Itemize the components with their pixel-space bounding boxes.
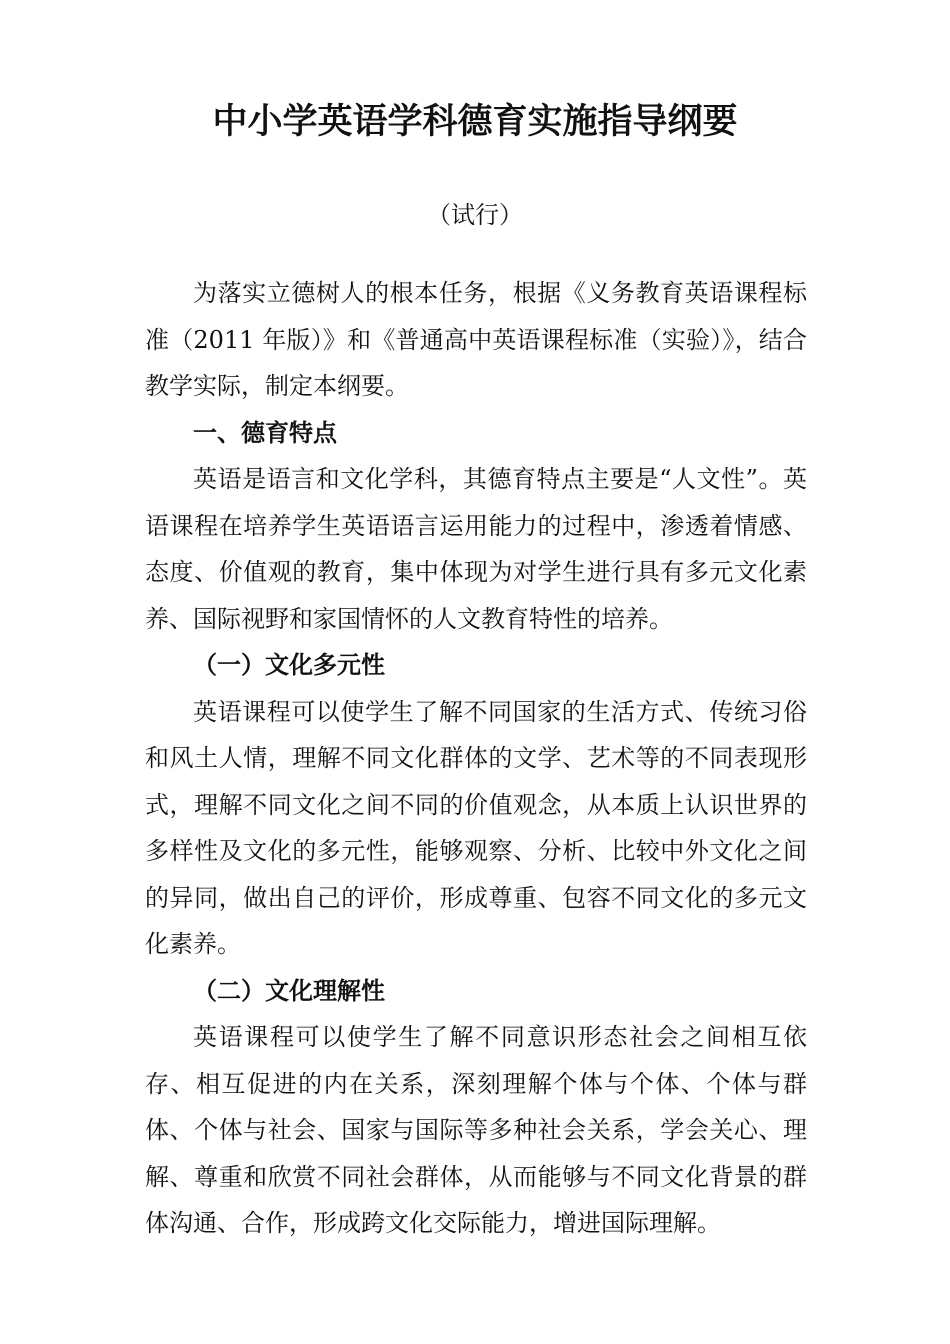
subsection-paragraph-cultural-diversity: 英语课程可以使学生了解不同国家的生活方式、传统习俗和风土人情，理解不同文化群体的文学、艺术等的不同表现形式，理解不同文化之间不同的价值观念，从本质上认识世界的多样性及文化的多元性，能够观察、分析、比较中外文化之间的异同，做出自己的评价，形成尊重、包容不同文化的多元文化素养。 [145, 697, 807, 958]
document-body [145, 270, 807, 1247]
intro-paragraph: 为落实立德树人的根本任务，根据《义务教育英语课程标准（2011 年版）》和《普通高中英语课程标准（实验）》，结合教学实际，制定本纲要。 [145, 279, 807, 400]
subsection-paragraph-cultural-understanding: 英语课程可以使学生了解不同意识形态社会之间相互依存、相互促进的内在关系，深刻理解个体与个体、个体与群体、个体与社会、国家与国际等多种社会关系，学会关心、理解、尊重和欣赏不同社会群体，从而能够与不同文化背景的群体沟通、合作，形成跨文化交际能力，增进国际理解。 [145, 1023, 807, 1237]
section-paragraph-moral-features: 英语是语言和文化学科，其德育特点主要是“人文性”。英语课程在培养学生英语语言运用能力的过程中，渗透着情感、态度、价值观的教育，集中体现为对学生进行具有多元文化素养、国际视野和家国情怀的人文教育特性的培养。 [145, 465, 807, 633]
subsection-heading-cultural-understanding: （二）文化理解性 [193, 975, 385, 1005]
document-title: 中小学英语学科德育实施指导纲要 [212, 102, 738, 142]
document-subtitle: （试行） [427, 201, 523, 229]
section-heading-moral-features: 一、德育特点 [193, 418, 337, 447]
subsection-heading-cultural-diversity: （一）文化多元性 [193, 650, 385, 679]
